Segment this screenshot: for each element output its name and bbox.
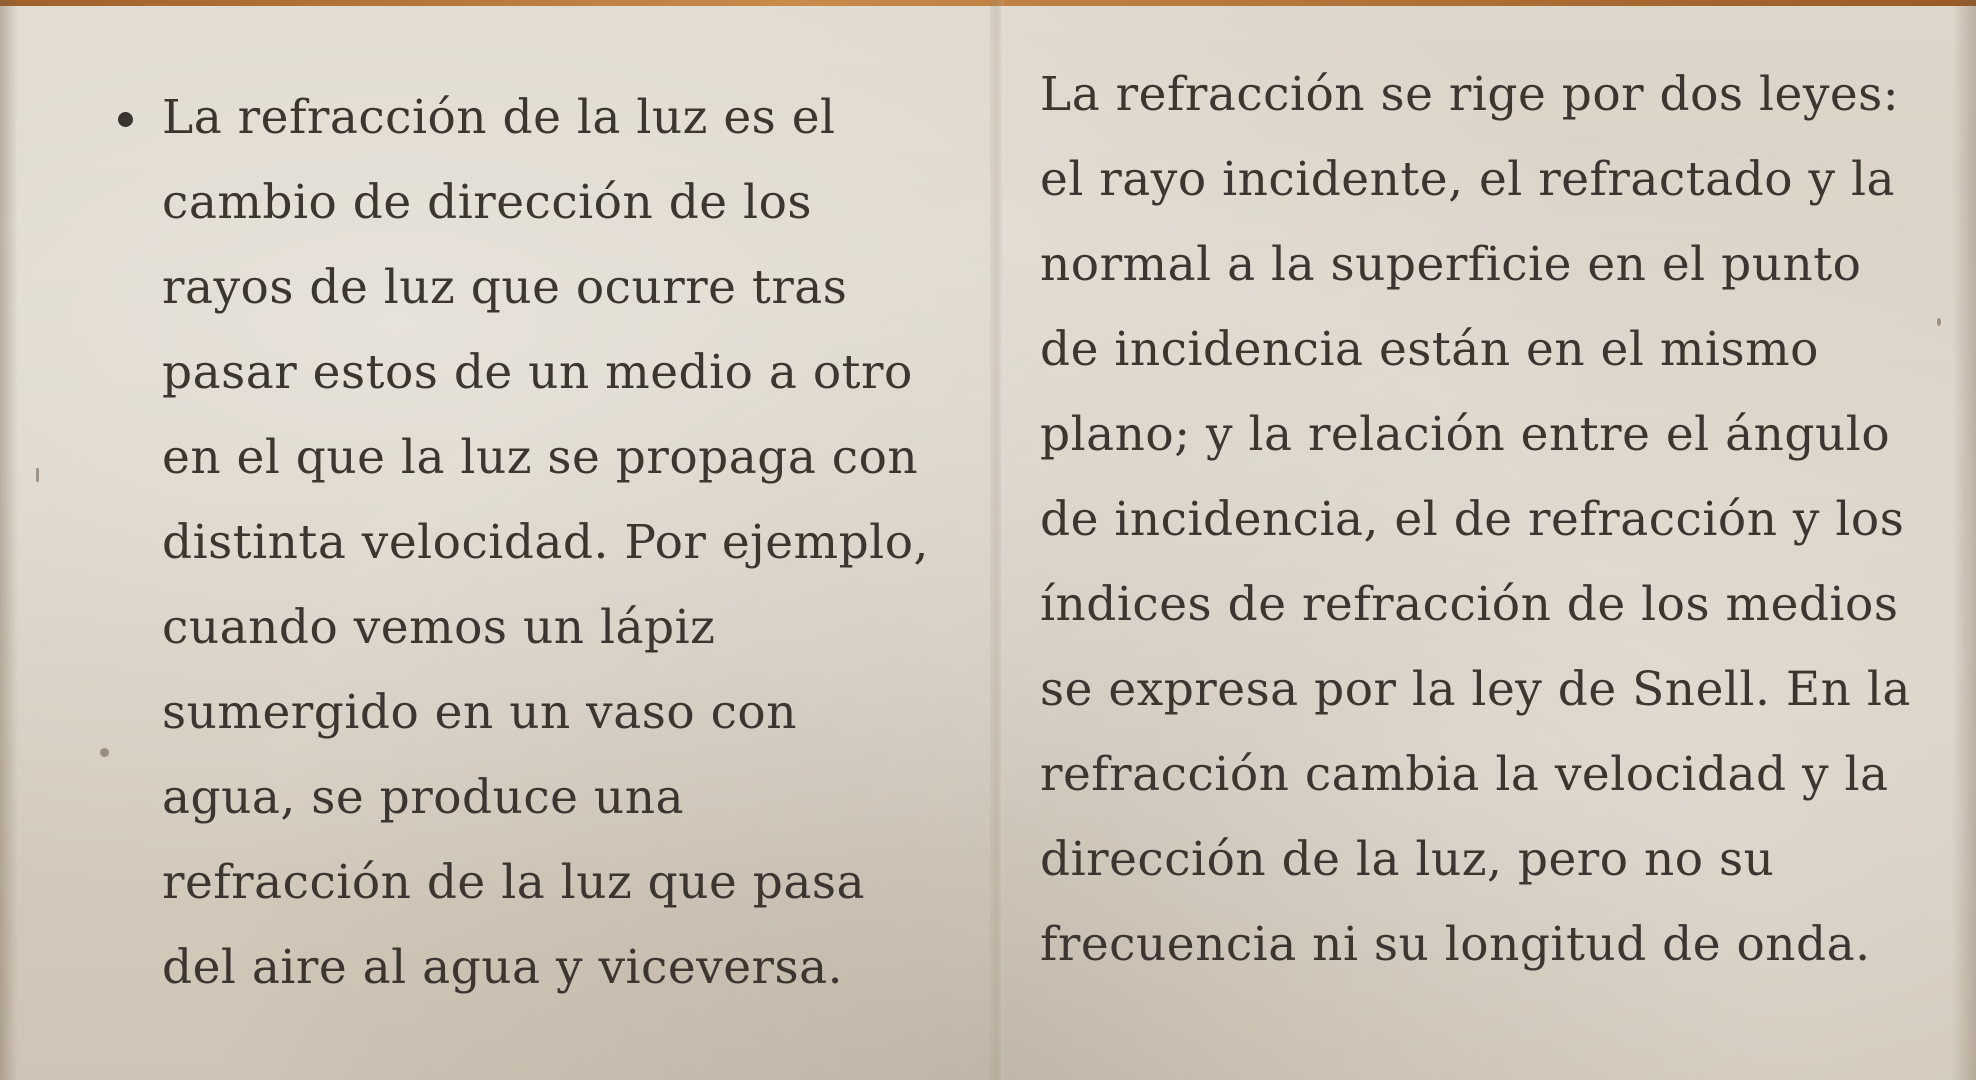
text-line: del aire al agua y viceversa. (162, 940, 844, 995)
paper-speck (1937, 318, 1941, 326)
left-shadow-edge (0, 0, 18, 1080)
text-line: refracción cambia la velocidad y la (1040, 747, 1889, 802)
text-line: agua, se produce una (162, 770, 684, 825)
text-line: cambio de dirección de los (162, 175, 812, 230)
text-line: en el que la luz se propaga con (162, 430, 919, 485)
text-line: dirección de la luz, pero no su (1040, 832, 1775, 887)
text-line: pasar estos de un medio a otro (162, 345, 913, 400)
top-border (0, 0, 1976, 6)
paper-speck (100, 748, 109, 757)
text-line: índices de refracción de los medios (1040, 577, 1899, 632)
text-line: se expresa por la ley de Snell. En la (1040, 662, 1911, 717)
paper-speck (36, 468, 39, 482)
text-line: de incidencia están en el mismo (1040, 322, 1819, 377)
text-line: el rayo incidente, el refractado y la (1040, 152, 1896, 207)
text-line: normal a la superficie en el punto (1040, 237, 1862, 292)
text-line: La refracción se rige por dos leyes: (1040, 67, 1900, 122)
column-divider (990, 0, 1004, 1080)
text-line: plano; y la relación entre el ángulo (1040, 407, 1891, 462)
right-shadow-edge (1952, 0, 1976, 1080)
text-line: cuando vemos un lápiz (162, 600, 716, 655)
text-line: La refracción de la luz es el (162, 90, 836, 145)
text-line: de incidencia, el de refracción y los (1040, 492, 1905, 547)
bullet-dot (118, 112, 133, 127)
text-line: frecuencia ni su longitud de onda. (1040, 917, 1871, 972)
text-line: distinta velocidad. Por ejemplo, (162, 515, 929, 570)
text-line: refracción de la luz que pasa (162, 855, 866, 910)
text-line: rayos de luz que ocurre tras (162, 260, 848, 315)
text-line: sumergido en un vaso con (162, 685, 798, 740)
